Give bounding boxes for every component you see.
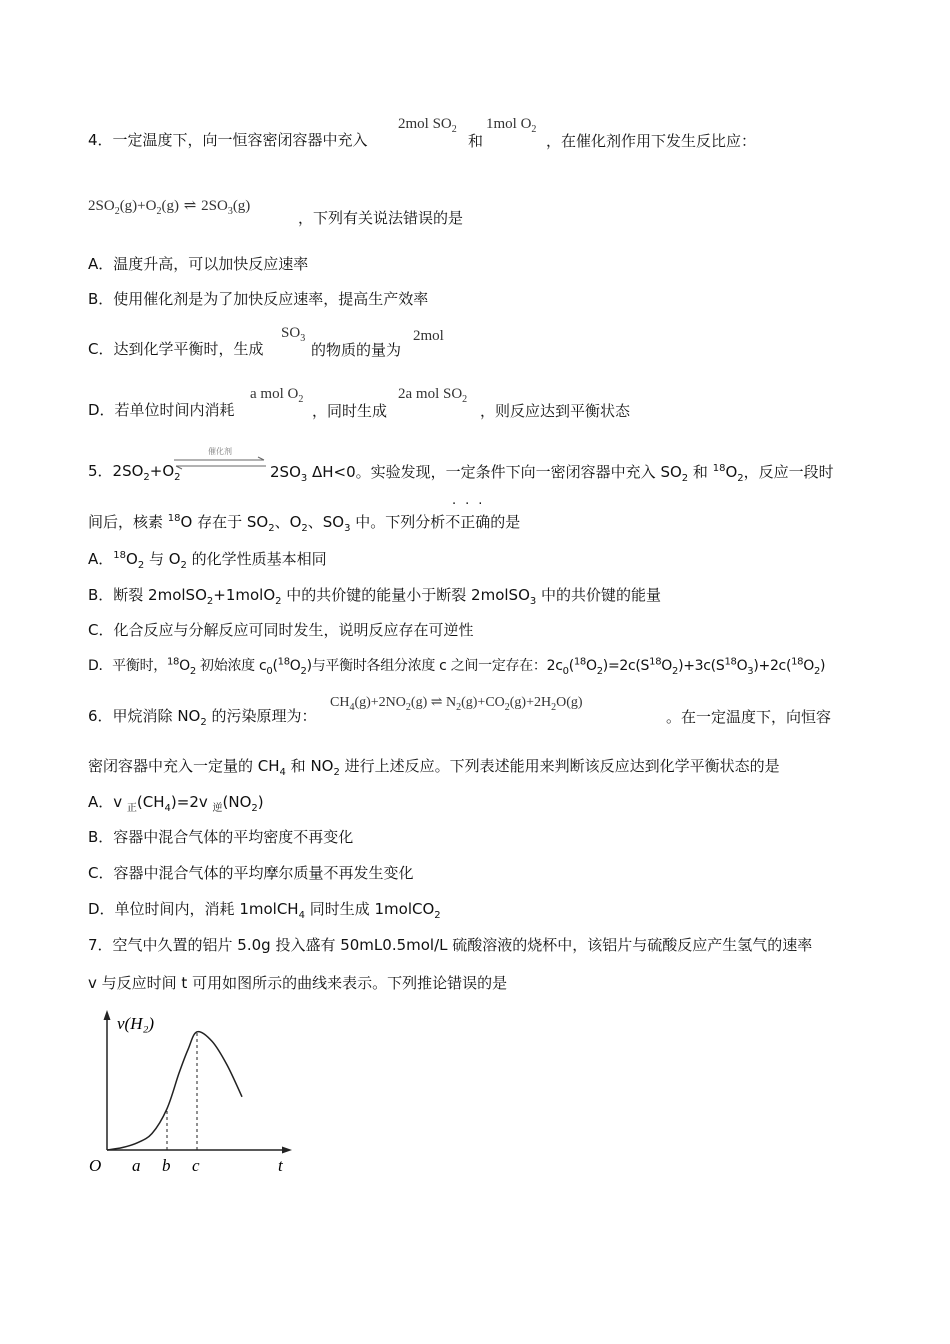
- q6-stem-c: 。在一定温度下，向恒容: [666, 708, 832, 726]
- q6-equation: $CH_4(g)+2NO_2(g)$ ⇌ $N_2(g)+CO_2(g)+2H_2O(g)$: [330, 695, 583, 713]
- q4-eq-tail: ，下列有关说法错误的是: [298, 209, 464, 227]
- reversible-arrow-icon: ⇌: [183, 198, 197, 214]
- q6-line2: 密闭容器中充入一定量的 $CH_4$ 和 $NO_2$ 进行上述反应。下列表述能用来判断该反应达到化学平衡状态的是: [88, 757, 780, 778]
- q4-d-so2: 2a mol $SO_2$: [398, 386, 468, 405]
- q4-c-b: 的物质的量为: [311, 341, 402, 359]
- q5-option-b: B．断裂 2molSO$_2$+1molO$_2$ 中的共价键的能量小于断裂 2molSO$_3$ 中的共价键的能量: [88, 586, 662, 607]
- x-tick-c: c: [192, 1156, 200, 1175]
- origin-label: O: [89, 1156, 102, 1175]
- q5-option-a: A．$^{18}O_2$ 与 $O_2$ 的化学性质基本相同: [88, 550, 327, 571]
- q4-formula-o2: 1mol $O_2$: [486, 116, 537, 135]
- q6-option-a: A．v $_正(CH_4)=2v$ $_逆(NO_2)$: [88, 793, 264, 814]
- q7-line2: v 与反应时间 t 可用如图所示的曲线来表示。下列推论错误的是: [88, 974, 508, 992]
- q4-d-o2: a mol $O_2$: [250, 386, 304, 405]
- q6-line1: 6．甲烷消除 $NO_2$ 的污染原理为：: [88, 707, 317, 728]
- q6-option-b: B．容器中混合气体的平均密度不再变化: [88, 828, 354, 846]
- q6-option-c: C．容器中混合气体的平均摩尔质量不再发生变化: [88, 864, 414, 882]
- q4-option-c: C．达到化学平衡时，生成: [88, 340, 264, 358]
- q4-stem-b: ，在催化剂作用下发生反比应：: [546, 132, 757, 150]
- q5-option-c: C．化合反应与分解反应可同时发生，说明反应存在可逆性: [88, 621, 474, 639]
- q4-option-a: A．温度升高，可以加快反应速率: [88, 255, 309, 273]
- q4-option-d: D．若单位时间内消耗: [88, 401, 235, 419]
- emphasis-dots: ···: [452, 497, 492, 512]
- x-tick-b: b: [162, 1156, 171, 1175]
- q4-and: 和: [468, 132, 484, 150]
- rate-curve: [107, 1032, 242, 1150]
- q6-option-d: D．单位时间内，消耗 1molCH$_4$ 同时生成 1molCO$_2$: [88, 900, 441, 921]
- q4-c-so3: $SO_3$: [281, 325, 306, 344]
- x-tick-a: a: [132, 1156, 141, 1175]
- rate-time-chart: [85, 1005, 300, 1175]
- q4-equation: $2SO_2(g)+O_2(g)$ ⇌ $2SO_3(g)$: [88, 198, 251, 217]
- x-axis-arrow-icon: [282, 1147, 292, 1154]
- q4-formula-so2: 2mol $SO_2$: [398, 116, 457, 135]
- catalyst-label: 催化剂: [208, 447, 232, 456]
- reversible-arrow-icon: ⇌: [430, 695, 443, 710]
- y-axis-arrow-icon: [104, 1010, 111, 1020]
- q5-line1-rest: $2SO_3$ ΔH<0。实验发现，一定条件下向一密闭容器中充入 $SO_2$ 和 $^{18}O_2$，反应一段时: [270, 463, 834, 484]
- q4-line1: 4．一定温度下，向一恒容密闭容器中充入: [88, 131, 368, 149]
- reversible-arrow-icon: [172, 456, 268, 470]
- q4-option-b: B．使用催化剂是为了加快反应速率，提高生产效率: [88, 290, 429, 308]
- q5-line1: 5．$2SO_2+O_2$: [88, 462, 181, 483]
- q5-option-d: D．平衡时，$^{18}O_2$ 初始浓度 $c_0(^{18}O_2)$与平衡时各组分浓度 c 之间一定存在：$2c_0(^{18}O_2)=2c(S^{18}O_2)+3c(S^{18}O_3)+2c(^{18}O_2)$: [88, 656, 826, 677]
- y-axis-label: v(H₂): [117, 1014, 155, 1033]
- q4-d-c: ，则反应达到平衡状态: [480, 402, 631, 420]
- q4-c-amount: 2mol: [413, 328, 444, 344]
- q5-line2: 间后，核素 $^{18}$O 存在于 $SO_2$、$O_2$、$SO_3$ 中。下列分析不正确的是: [88, 513, 521, 534]
- x-axis-label: t: [278, 1156, 283, 1175]
- q7-line1: 7．空气中久置的铝片 5.0g 投入盛有 50mL0.5mol/L 硫酸溶液的烧杯中，该铝片与硫酸反应产生氢气的速率: [88, 936, 813, 954]
- q4-d-b: ，同时生成: [312, 402, 388, 420]
